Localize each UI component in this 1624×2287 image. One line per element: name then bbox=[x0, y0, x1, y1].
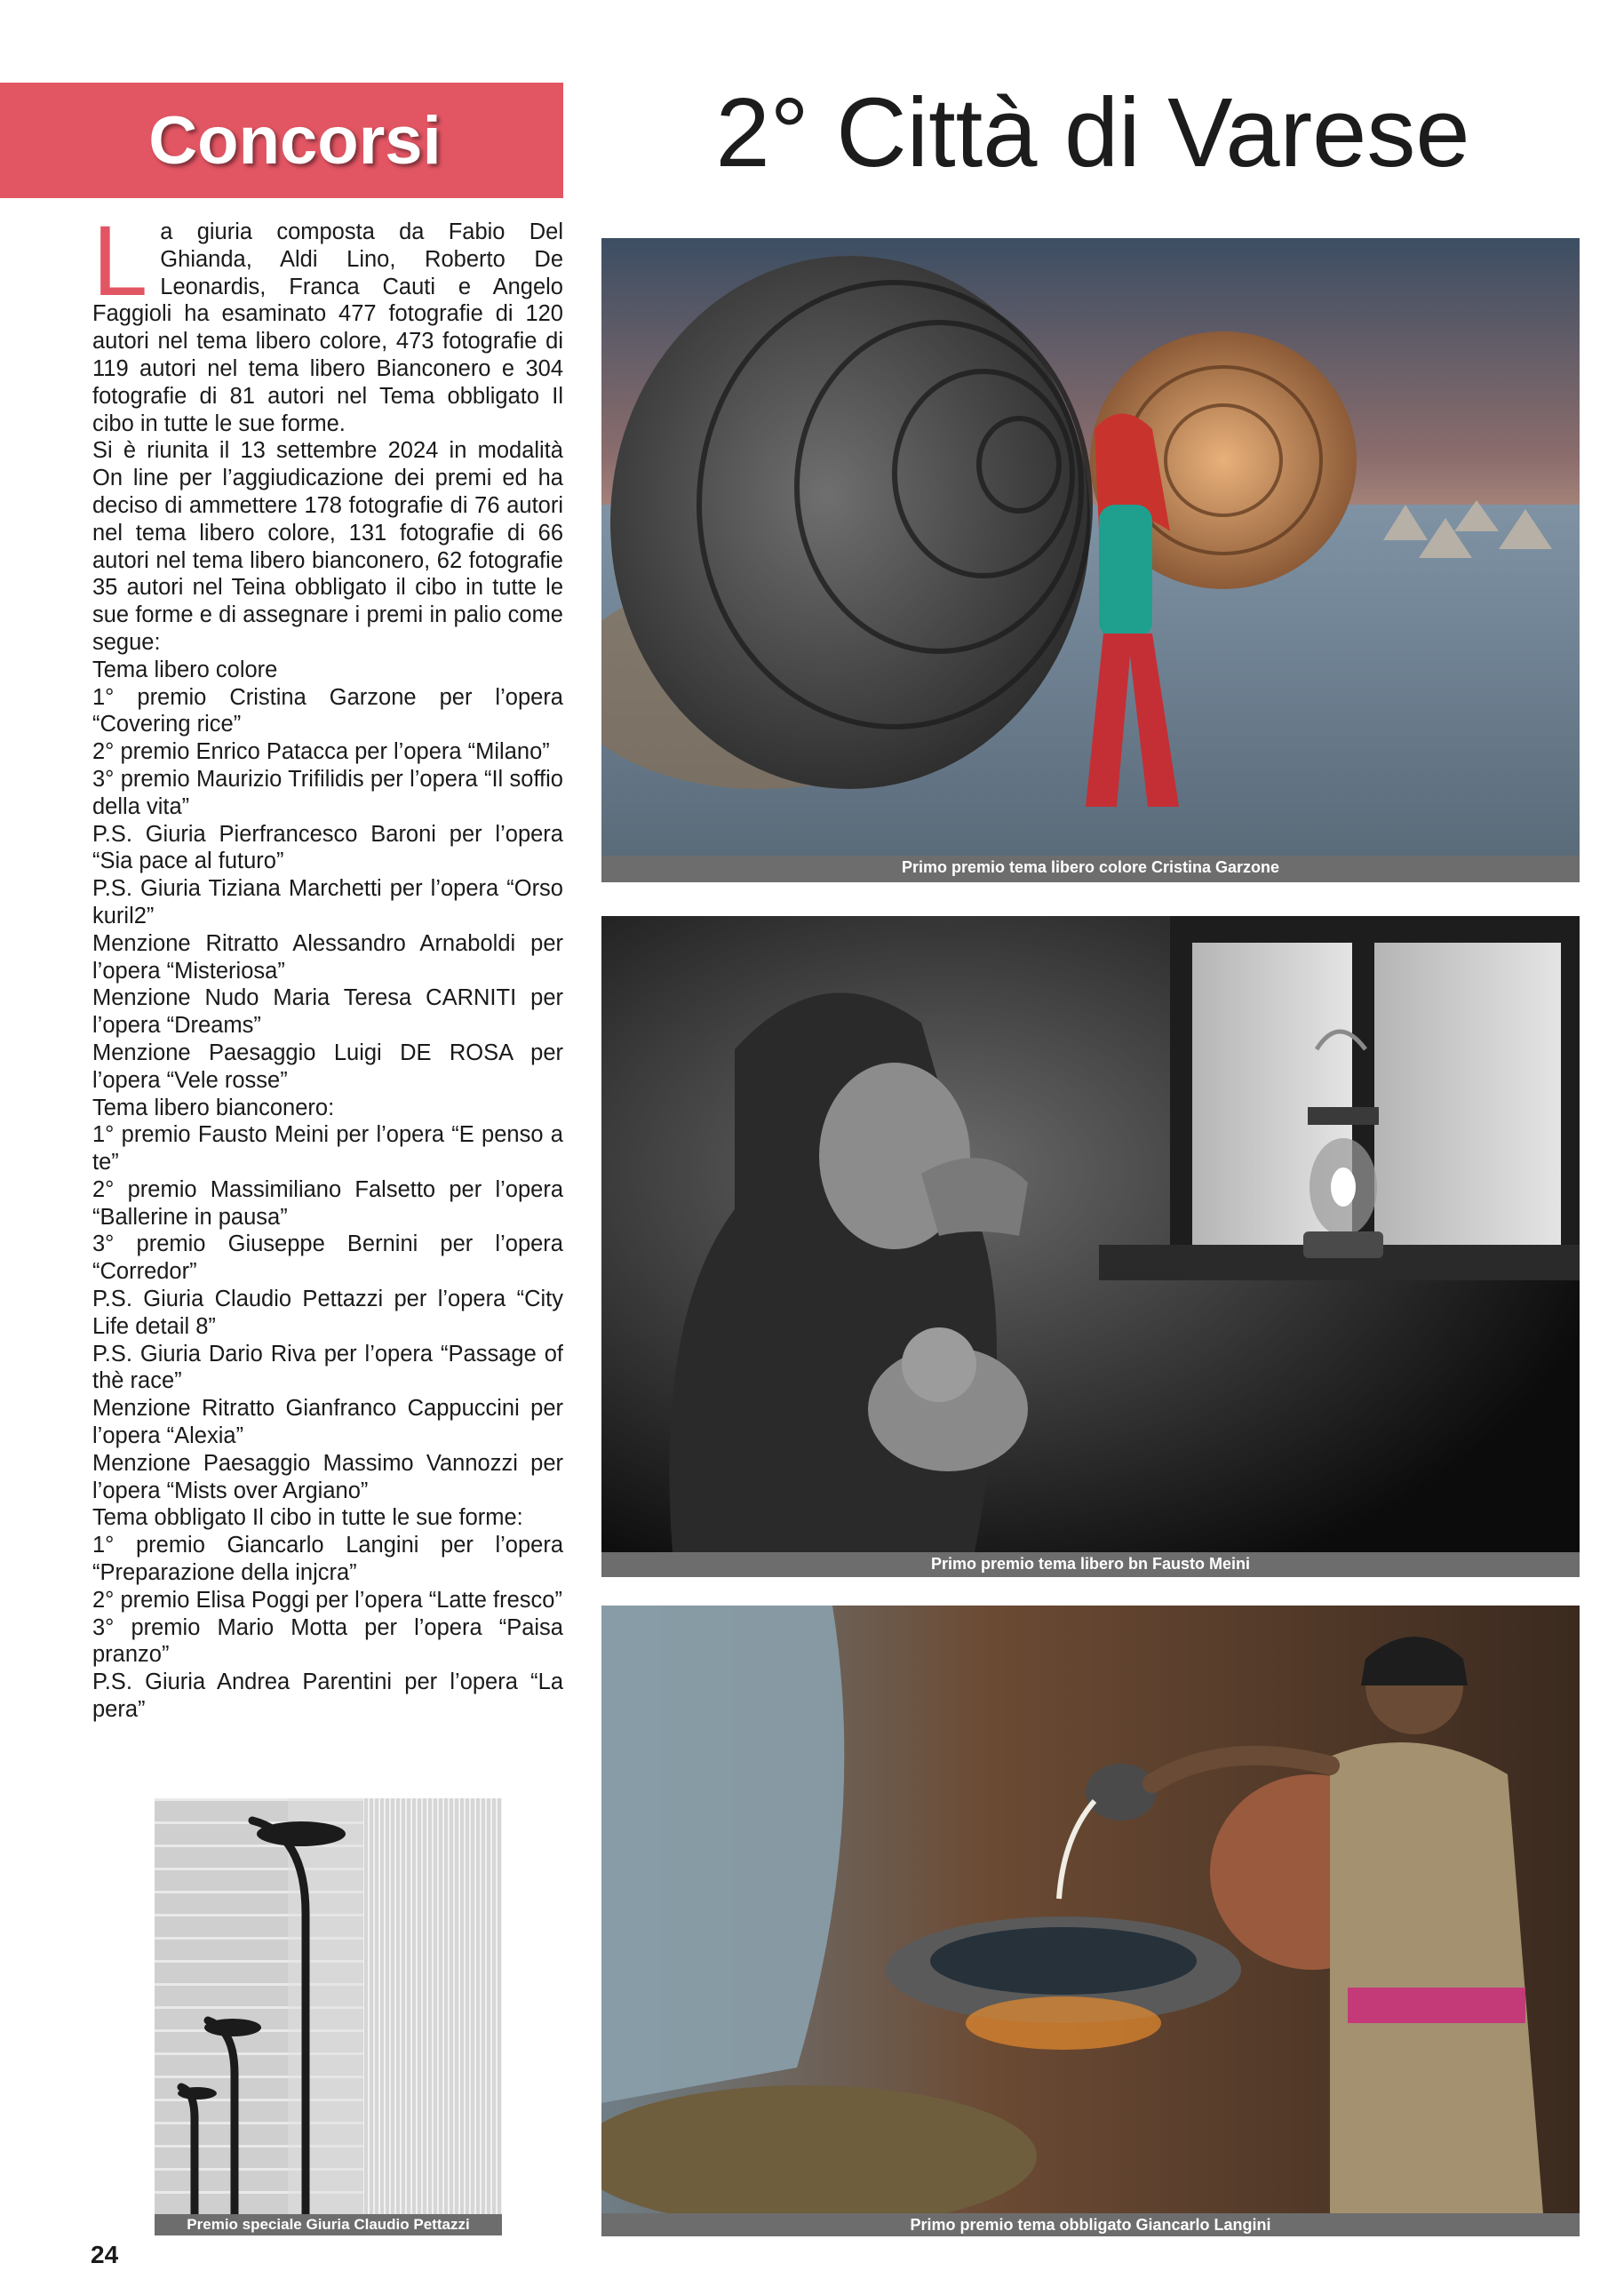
section-label: Concorsi bbox=[148, 102, 442, 179]
article-body bbox=[92, 205, 563, 1724]
award-line: 1° premio Fausto Meini per l’opera “E penso a te” bbox=[92, 1122, 563, 1175]
photo-city-life-detail bbox=[155, 1798, 502, 2214]
award-line: 2° premio Enrico Patacca per l’opera “Milano” bbox=[92, 739, 550, 765]
award-line: 3° premio Giuseppe Bernini per l’opera “Corredor” bbox=[92, 1231, 563, 1285]
award-line: 3° premio Mario Motta per l’opera “Paisa pranzo” bbox=[92, 1614, 563, 1668]
photo-preparazione-injera bbox=[601, 1606, 1580, 2213]
page-number: 24 bbox=[91, 2241, 119, 2268]
award-line: Tema libero colore bbox=[92, 657, 278, 682]
photo-e-penso-a-te bbox=[601, 916, 1580, 1552]
intro-paragraph bbox=[92, 205, 563, 437]
award-line: Menzione Paesaggio Massimo Vannozzi per l’opera “Mists over Argiano” bbox=[92, 1450, 563, 1503]
drop-cap: L bbox=[92, 205, 148, 316]
award-line: 1° premio Giancarlo Langini per l’opera “Preparazione della injcra” bbox=[92, 1533, 563, 1586]
award-line: 2° premio Elisa Poggi per l’opera “Latte fresco” bbox=[92, 1587, 562, 1613]
section-banner bbox=[0, 83, 563, 198]
intro-text: a giuria composta da Fabio Del Ghianda, Aldi Lino, Roberto De Leonardis, Franca Cauti e Angelo Faggioli ha esaminato 477 fotografie di 120 autori nel tema libero colore, 473 fotografie di 119 autori nel tema libero Bianconero e 304 fotografie di 81 autori nel Tema obbligato Il cibo in tutte le sue forme. bbox=[92, 219, 563, 436]
photo2-caption: Primo premio tema libero bn Fausto Meini bbox=[601, 1552, 1580, 1577]
award-line: 1° premio Cristina Garzone per l’opera “Covering rice” bbox=[92, 684, 563, 737]
photo3-caption: Primo premio tema obbligato Giancarlo Langini bbox=[601, 2213, 1580, 2236]
award-line: P.S. Giuria Claudio Pettazzi per l’opera “City Life detail 8” bbox=[92, 1287, 563, 1339]
award-line: 2° premio Massimiliano Falsetto per l’opera “Ballerine in pausa” bbox=[92, 1176, 563, 1230]
award-line: Menzione Nudo Maria Teresa CARNITI per l’opera “Dreams” bbox=[92, 985, 563, 1039]
award-line: Tema obbligato Il cibo in tutte le sue forme: bbox=[92, 1505, 523, 1531]
award-line: Menzione Ritratto Alessandro Arnaboldi per l’opera “Misteriosa” bbox=[92, 930, 563, 984]
award-line: P.S. Giuria Pierfrancesco Baroni per l’opera “Sia pace al futuro” bbox=[92, 821, 563, 874]
photo1-caption: Primo premio tema libero colore Cristina Garzone bbox=[601, 856, 1580, 882]
awards-list bbox=[92, 657, 563, 1724]
page-title: 2° Città di Varese bbox=[715, 78, 1470, 187]
photo-covering-rice bbox=[601, 238, 1580, 856]
award-line: P.S. Giuria Dario Riva per l’opera “Passage of thè race” bbox=[92, 1341, 563, 1394]
paragraph-2: Si è riunita il 13 settembre 2024 in modalità On line per l’aggiudicazione dei premi ed ha deciso di ammettere 178 fotografie di 76 autori nel tema libero colore, 131 fotografie di 66 autori nel tema libero bianconero, 62 fotografie 35 autori nel Teina obbligato il cibo in tutte le sue forme e di assegnare i premi in palio come segue: bbox=[92, 438, 563, 655]
award-line: Tema libero bianconero: bbox=[92, 1095, 335, 1120]
award-line: Menzione Paesaggio Luigi DE ROSA per l’opera “Vele rosse” bbox=[92, 1040, 563, 1093]
award-line: P.S. Giuria Andrea Parentini per l’opera “La pera” bbox=[92, 1669, 563, 1723]
award-line: Menzione Ritratto Gianfranco Cappuccini per l’opera “Alexia” bbox=[92, 1396, 563, 1449]
photo4-caption: Premio speciale Giuria Claudio Pettazzi bbox=[155, 2214, 502, 2235]
award-line: P.S. Giuria Tiziana Marchetti per l’opera “Orso kuril2” bbox=[92, 876, 563, 928]
award-line: 3° premio Maurizio Trifilidis per l’opera “Il soffio della vita” bbox=[92, 766, 563, 819]
